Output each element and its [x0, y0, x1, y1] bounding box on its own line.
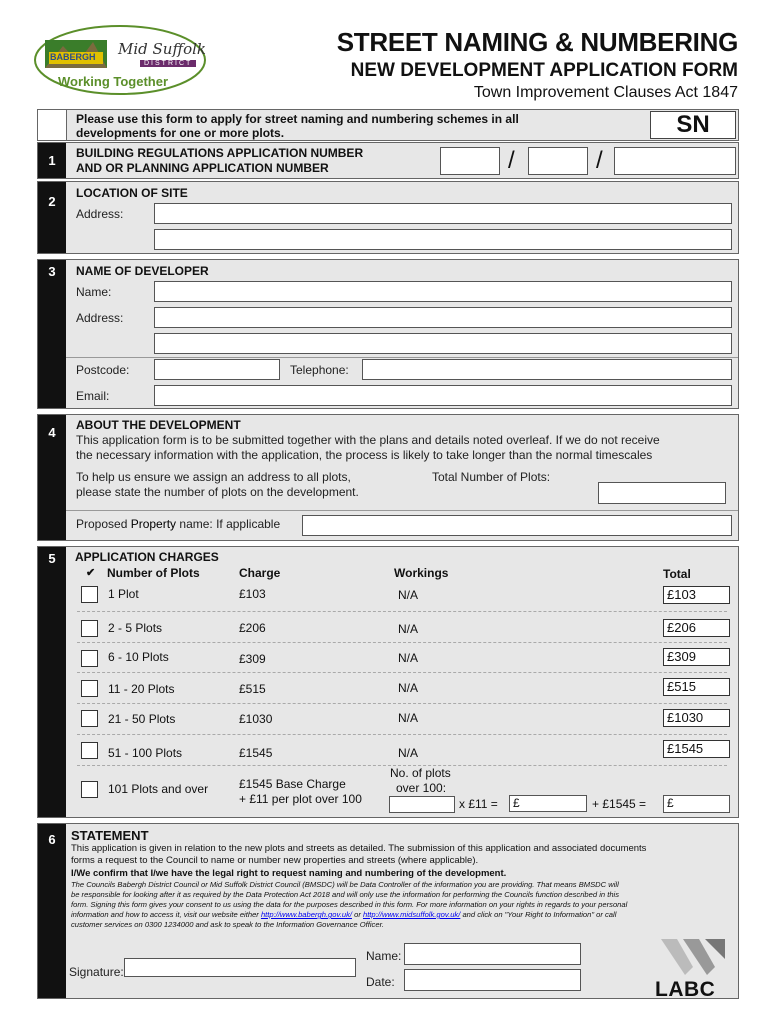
subtotal-field[interactable] — [509, 795, 587, 812]
section-1 — [37, 142, 739, 179]
gdpr-notice-line4-a: information and how to access it, visit our website either — [71, 910, 261, 919]
section-4-divider — [66, 510, 738, 511]
section-1-label-line1: BUILDING REGULATIONS APPLICATION NUMBER — [76, 146, 364, 160]
section-3-divider — [66, 357, 738, 358]
total-column-header: Total — [663, 567, 691, 581]
labc-logo-text: LABC — [655, 978, 716, 1001]
gdpr-notice-line4-b: or — [351, 910, 363, 919]
row-divider — [77, 703, 727, 704]
developer-name-label: Name: — [76, 285, 112, 299]
page-title: STREET NAMING & NUMBERING — [336, 27, 738, 57]
plots-51-100-total: £1545 — [663, 740, 730, 758]
plots-11-20-charge: £515 — [239, 682, 266, 696]
logo-district-text: DISTRICT — [140, 60, 196, 67]
mid-suffolk-website-link[interactable]: http://www.midsuffolk.gov.uk/ — [362, 910, 461, 919]
plots-1-charge: £103 — [239, 587, 266, 601]
development-info-line1: This application form is to be submitted together with the plans and details noted overleaf. If we do not receive — [76, 433, 660, 447]
form-subtitle: NEW DEVELOPMENT APPLICATION FORM — [350, 60, 738, 81]
telephone-label: Telephone: — [290, 363, 349, 377]
signature-label: Signature: — [69, 965, 124, 979]
section-1-number: 1 — [38, 143, 66, 178]
plots-11-20-workings: N/A — [398, 681, 419, 695]
plots-51-100-label: 51 - 100 Plots — [108, 746, 183, 760]
separator-slash-2: / — [596, 147, 603, 174]
plots-over-100-label-line1: No. of plots — [390, 766, 451, 780]
developer-name-field[interactable] — [154, 281, 732, 302]
application-number-part1-field[interactable] — [440, 147, 500, 175]
section-2-title: LOCATION OF SITE — [76, 186, 188, 200]
plots-2-5-charge: £206 — [239, 621, 266, 635]
email-field[interactable] — [154, 385, 732, 406]
section-4 — [37, 414, 739, 541]
plots-over-100-label-line2: over 100: — [396, 781, 447, 795]
signature-field[interactable] — [124, 958, 356, 977]
intro-num-cell — [38, 110, 67, 140]
plots-101-plus-checkbox[interactable] — [81, 781, 98, 798]
plots-1-checkbox[interactable] — [81, 586, 98, 603]
section-3 — [37, 259, 739, 409]
intro-text: Please use this form to apply for street naming and numbering schemes in all developments for one or more plots. — [76, 112, 519, 140]
babergh-website-link[interactable]: http://www.babergh.gov.uk/ — [260, 910, 352, 919]
plots-101-plus-label: 101 Plots and over — [108, 782, 209, 796]
form-code: SN — [676, 111, 710, 138]
total-plots-label: Total Number of Plots: — [432, 470, 551, 484]
times-eleven-label: x £11 = — [459, 797, 498, 811]
plots-11-20-checkbox[interactable] — [81, 680, 98, 697]
logo-babergh-text: BABERGH — [50, 52, 96, 62]
postcode-field[interactable] — [154, 359, 280, 380]
developer-address-label: Address: — [76, 311, 124, 325]
plots-11-20-total: £515 — [663, 678, 730, 696]
gdpr-notice-line3: form. Signing this form gives your consent to us using the data for the purposes described in this form. For more information on your rights in regards to your personal — [71, 900, 628, 909]
plots-21-50-workings: N/A — [398, 711, 419, 725]
assign-address-line1: To help us ensure we assign an address to all plots, — [76, 470, 351, 484]
section-4-number: 4 — [38, 415, 66, 540]
statement-line2: forms a request to the Council to name or number new properties and streets (where applicable). — [71, 855, 479, 866]
plots-6-10-checkbox[interactable] — [81, 650, 98, 667]
section-4-title: ABOUT THE DEVELOPMENT — [76, 418, 241, 432]
site-address-line1-field[interactable] — [154, 203, 732, 224]
developer-address-line1-field[interactable] — [154, 307, 732, 328]
form-code-box — [650, 111, 736, 139]
row-divider — [77, 734, 727, 735]
plots-6-10-label: 6 - 10 Plots — [108, 650, 169, 664]
section-2-number: 2 — [38, 182, 66, 253]
charge-column-header: Charge — [239, 566, 281, 580]
row-divider — [77, 642, 727, 643]
site-address-line2-field[interactable] — [154, 229, 732, 250]
section-5-number: 5 — [38, 547, 66, 817]
plots-1-total: £103 — [663, 586, 730, 604]
act-reference: Town Improvement Clauses Act 1847 — [473, 84, 738, 101]
property-name-label — [76, 517, 280, 531]
plots-1-workings: N/A — [398, 588, 419, 602]
workings-column-header: Workings — [394, 566, 449, 580]
application-number-part2-field[interactable] — [528, 147, 588, 175]
plots-21-50-label: 21 - 50 Plots — [108, 712, 176, 726]
row-divider — [77, 672, 727, 673]
section-1-label-line2: AND OR PLANNING APPLICATION NUMBER — [76, 161, 329, 175]
intro-row — [37, 109, 739, 141]
section-6-title: STATEMENT — [71, 828, 149, 843]
plots-51-100-checkbox[interactable] — [81, 742, 98, 759]
gdpr-notice-line4 — [71, 910, 616, 919]
telephone-field[interactable] — [362, 359, 732, 380]
plots-6-10-workings: N/A — [398, 651, 419, 665]
plots-51-100-charge: £1545 — [239, 746, 273, 760]
section-2 — [37, 181, 739, 254]
grand-total-pound-sign: £ — [667, 796, 674, 810]
subtotal-pound-sign: £ — [513, 796, 520, 810]
plots-101-plus-charge-line2: + £11 per plot over 100 — [239, 792, 362, 806]
plots-2-5-total: £206 — [663, 619, 730, 637]
section-3-number: 3 — [38, 260, 66, 408]
plots-21-50-total: £1030 — [663, 709, 730, 727]
property-name-label-c: name: If applicable — [176, 517, 281, 531]
plots-11-20-label: 11 - 20 Plots — [108, 682, 175, 696]
application-number-part3-field[interactable] — [614, 147, 736, 175]
logo-tagline: Working Together — [58, 74, 169, 89]
total-plots-field[interactable] — [598, 482, 726, 504]
plots-over-100-field[interactable] — [389, 796, 455, 813]
property-name-label-b: Property — [130, 517, 177, 531]
assign-address-line2: please state the number of plots on the development. — [76, 485, 359, 499]
postcode-label: Postcode: — [76, 363, 130, 377]
plus-base-charge-label: + £1545 = — [592, 797, 647, 811]
signatory-name-label: Name: — [366, 949, 402, 963]
gdpr-notice-line1: The Councils Babergh District Council or Mid Suffolk District Council (BMSDC) will be Data Controller of the information you are providing. That means BMSDC will — [71, 880, 619, 889]
row-divider — [77, 611, 727, 612]
plots-column-header: Number of Plots — [107, 566, 200, 580]
gdpr-notice-line5: customer services on 0300 1234000 and ask to speak to the Information Governance Officer. — [71, 920, 384, 929]
plots-6-10-charge: £309 — [239, 652, 266, 666]
email-label: Email: — [76, 389, 110, 403]
plots-2-5-label: 2 - 5 Plots — [108, 621, 163, 635]
plots-1-label: 1 Plot — [108, 587, 139, 601]
date-label: Date: — [366, 975, 395, 989]
plots-21-50-checkbox[interactable] — [81, 710, 98, 727]
gdpr-notice-line2: be responsible for looking after it as required by the Data Protection Act 2018 and will only use the information for performing the Councils function described in this — [71, 890, 620, 899]
section-5-title: APPLICATION CHARGES — [75, 550, 219, 564]
plots-2-5-checkbox[interactable] — [81, 620, 98, 637]
development-info-line2: the necessary information with the application, the process is likely to take longer than the normal timescales — [76, 448, 653, 462]
grand-total-field[interactable] — [663, 795, 730, 813]
legal-right-confirmation: I/We confirm that I/we have the legal right to request naming and numbering of the development. — [71, 868, 507, 879]
plots-51-100-workings: N/A — [398, 746, 419, 760]
signatory-name-field[interactable] — [404, 943, 581, 965]
labc-logo — [655, 937, 731, 1001]
plots-101-plus-charge-line1: £1545 Base Charge — [239, 777, 346, 791]
section-3-title: NAME OF DEVELOPER — [76, 264, 209, 278]
logo-mid-suffolk-text: Mid Suffolk — [118, 40, 207, 58]
tick-column-header: ✔ — [86, 567, 96, 579]
statement-line1: This application is given in relation to the new plots and streets as detailed. The submission of this application and associated documents — [71, 843, 647, 854]
plots-6-10-total: £309 — [663, 648, 730, 666]
plots-2-5-workings: N/A — [398, 622, 419, 636]
date-field[interactable] — [404, 969, 581, 991]
plots-21-50-charge: £1030 — [239, 712, 273, 726]
property-name-label-a: Proposed — [76, 517, 131, 531]
site-address-label: Address: — [76, 207, 124, 221]
gdpr-notice-line4-c: and click on "Your Right to Information" or call — [460, 910, 617, 919]
property-name-field[interactable] — [302, 515, 732, 536]
section-6-number: 6 — [38, 824, 66, 998]
separator-slash-1: / — [508, 147, 515, 174]
developer-address-line2-field[interactable] — [154, 333, 732, 354]
